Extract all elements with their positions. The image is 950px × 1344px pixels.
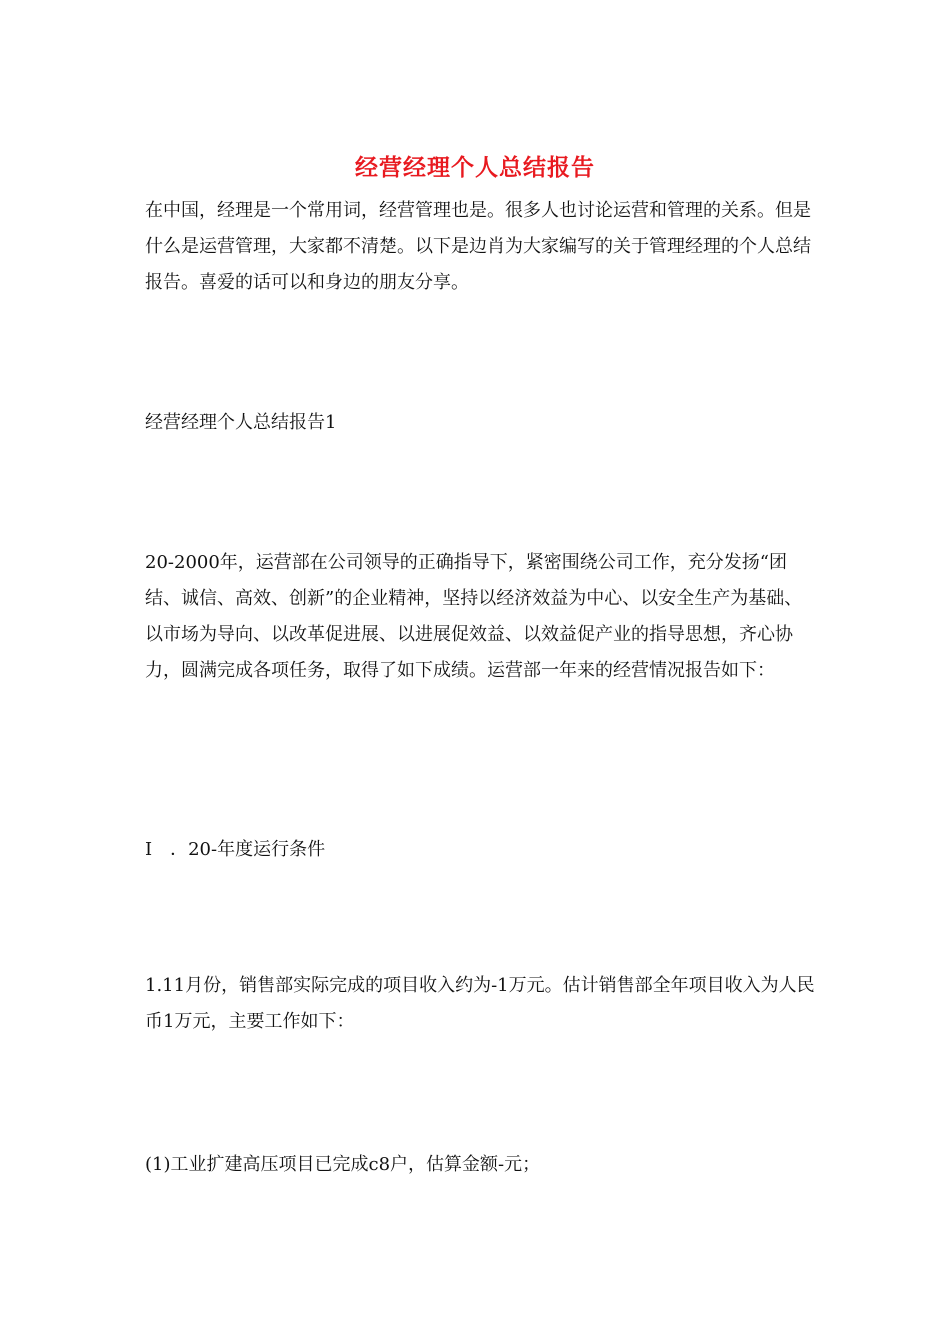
section-heading: I ．20-年度运行条件: [145, 839, 326, 860]
sub-list-item: (1)工业扩建高压项目已完成c8户，估算金额-元；: [145, 1154, 541, 1175]
intro-paragraph: 在中国，经理是一个常用词，经营管理也是。很多人也讨论运营和管理的关系。但是什么是运营管理，大家都不清楚。以下是边肖为大家编写的关于管理经理的个人总结报告。喜爱的话可以和身边的朋友分享。: [145, 200, 811, 293]
body-paragraph: 20-2000年，运营部在公司领导的正确指导下，紧密围绕公司工作，充分发扬“团结、诚信、高效、创新”的企业精神，坚持以经济效益为中心、以安全生产为基础、以市场为导向、以改革促进展、以进展促效益、以效益促产业的指导思想，齐心协力，圆满完成各项任务，取得了如下成绩。运营部一年来的经营情况报告如下：: [145, 552, 803, 681]
document-title: 经营经理个人总结报告: [355, 154, 595, 181]
report-heading: 经营经理个人总结报告1: [145, 412, 337, 433]
list-item: 1.11月份，销售部实际完成的项目收入约为-1万元。估计销售部全年项目收入为人民币1万元，主要工作如下：: [145, 975, 815, 1032]
